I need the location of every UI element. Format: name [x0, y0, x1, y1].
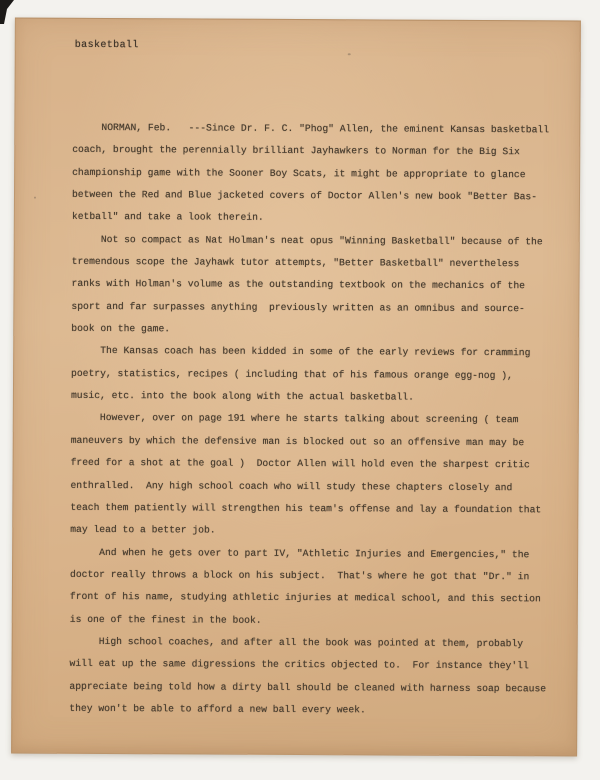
text-line: appreciate being told how a dirty ball should be cleaned with harness soap because	[69, 680, 547, 694]
text-line: they won't be able to afford a new ball every week.	[69, 702, 366, 716]
text-line: ranks with Holman's volume as the outstanding textbook on the mechanics of the	[71, 278, 526, 292]
paragraph	[71, 340, 568, 410]
text-line: NORMAN, Feb. ---Since Dr. F. C. "Phog" Allen, the eminent Kansas basketball	[72, 121, 550, 136]
text-line: enthralled. Any high school coach who will study these chapters closely and	[70, 479, 513, 493]
text-line: sport and far surpasses anything previously written as an omnibus and source-	[71, 300, 525, 314]
text-line: Not so compact as Nat Holman's neat opus "Winning Basketball" because of the	[71, 233, 543, 248]
text-line: tremendous scope the Jayhawk tutor attempts, "Better Basketball" nevertheless	[71, 255, 520, 270]
text-line: book on the game.	[71, 322, 171, 335]
paragraph	[72, 117, 570, 231]
paper-sheet	[11, 18, 581, 757]
text-line: ketball" and take a look therein.	[71, 211, 264, 224]
dark-backdrop-corner	[0, 0, 14, 24]
text-line: coach, brought the perennially brilliant Jayhawkers to Norman for the Big Six	[72, 144, 520, 158]
text-line: may lead to a better job.	[70, 524, 216, 536]
paragraph	[70, 407, 568, 544]
text-line: is one of the finest in the book.	[69, 613, 262, 626]
text-line: However, over on page 191 where he starts talking about screening ( team	[70, 412, 519, 426]
text-line: front of his name, studying athletic injuries at medical school, and this section	[69, 591, 541, 605]
text-line: freed for a shot at the goal ) Doctor Allen will hold even the sharpest critic	[70, 456, 530, 471]
page-slug: basketball	[74, 39, 139, 52]
text-line: music, etc. into the book along with the actual basketball.	[70, 389, 414, 403]
text-line: doctor really throws a block on his subject. That's where he got that "Dr." in	[69, 568, 530, 583]
text-line: will eat up the same digressions the critics objected to. For instance they'll	[69, 658, 529, 672]
text-line: High school coaches, and after all the book was pointed at them, probably	[69, 635, 524, 650]
ink-speck	[348, 53, 351, 55]
paragraph	[69, 631, 566, 723]
text-line: The Kansas coach has been kidded in some of the early reviews for cramming	[71, 345, 531, 359]
typewritten-text	[69, 117, 569, 723]
paragraph	[70, 541, 567, 633]
text-line: poetry, statistics, recipes ( including that of his famous orange egg-nog ),	[71, 367, 513, 381]
ink-speck	[502, 661, 504, 663]
ink-speck	[34, 197, 36, 199]
text-line: teach them patiently will strengthen his team's offense and lay a foundation that	[70, 501, 542, 516]
text-line: maneuvers by which the defensive man is blocked out so an offensive man may be	[70, 434, 525, 449]
paragraph	[71, 229, 569, 343]
text-line: between the Red and Blue jacketed covers of Doctor Allen's new book "Better Bas-	[71, 188, 538, 203]
text-line: championship game with the Sooner Boy Scats, it might be appropriate to glance	[72, 166, 526, 180]
text-line: And when he gets over to part IV, "Athletic Injuries and Emergencies," the	[70, 546, 530, 560]
